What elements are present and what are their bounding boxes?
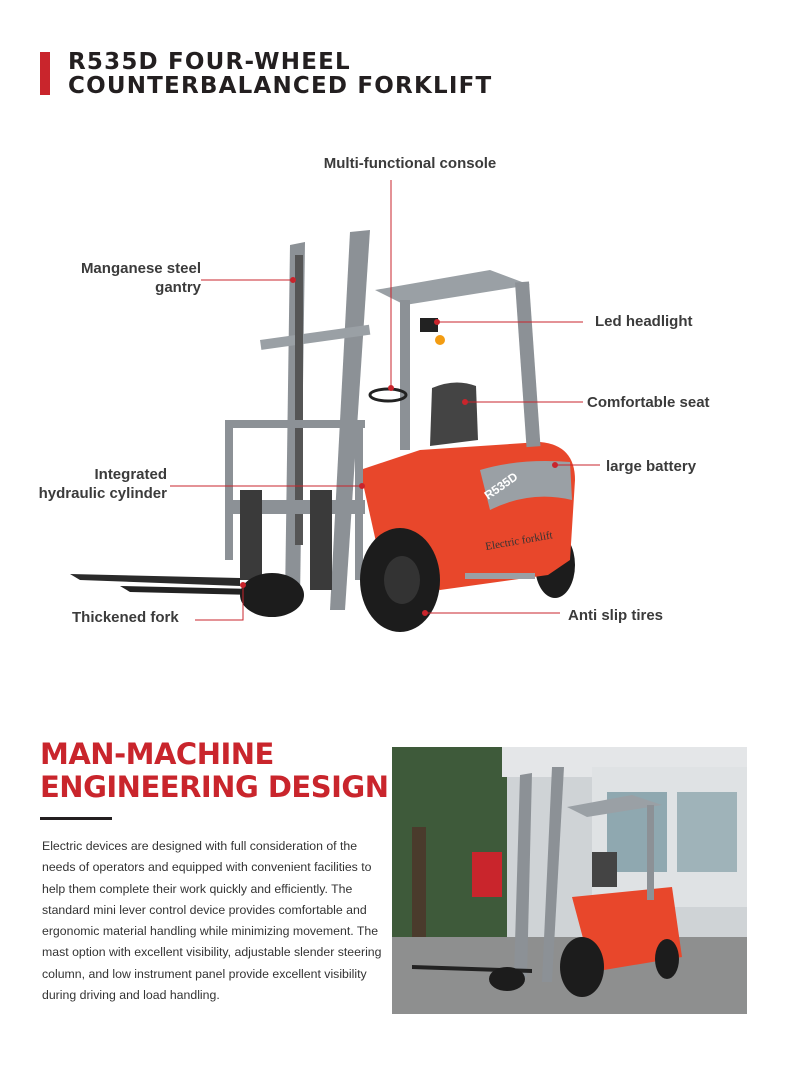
callout-gantry-line1: Manganese steel (80, 260, 201, 277)
title-line-1: R535D FOUR-WHEEL (68, 49, 351, 75)
callout-fork: Thickened fork (72, 609, 179, 626)
seat (430, 382, 478, 446)
section-heading-line2: ENGINEERING DESIGN (40, 770, 389, 804)
section-body: Electric devices are designed with full consideration of the needs of operators and equipped with convenient facilities to help them complete their work quickly and efficiently. The standard mini lever control device provides comfortable and ergonomic material handling while minimizing movement. The mast option with excellent visibility, adjustable slender steering column, and low instrument panel provide excellent visibility during driving and load handling. (42, 839, 382, 1003)
callout-battery: large battery (606, 458, 697, 475)
model-badge: R535D (481, 469, 521, 503)
callout-gantry (40, 259, 201, 297)
callout-cylinder-line1: Integrated (94, 466, 167, 483)
overhead-guard (375, 270, 530, 305)
title-line-2: COUNTERBALANCED FORKLIFT (68, 73, 493, 99)
side-text: Electric forklift (484, 529, 554, 553)
callout-seat: Comfortable seat (587, 394, 710, 411)
callout-gantry-line2: gantry (155, 279, 201, 296)
section-heading-line1: MAN-MACHINE (40, 737, 274, 771)
front-wheel-left (240, 573, 304, 617)
callout-cylinder-line2: hydraulic cylinder (38, 485, 167, 502)
load-backrest (225, 420, 365, 428)
forklift-photo (392, 747, 747, 1014)
section-heading (40, 738, 389, 804)
fork-left (70, 574, 240, 586)
callout-cylinder (20, 465, 167, 503)
callout-tires: Anti slip tires (568, 607, 664, 624)
heading-divider (40, 817, 112, 820)
callout-console: Multi-functional console (323, 155, 497, 172)
callout-headlight: Led headlight (595, 313, 693, 330)
